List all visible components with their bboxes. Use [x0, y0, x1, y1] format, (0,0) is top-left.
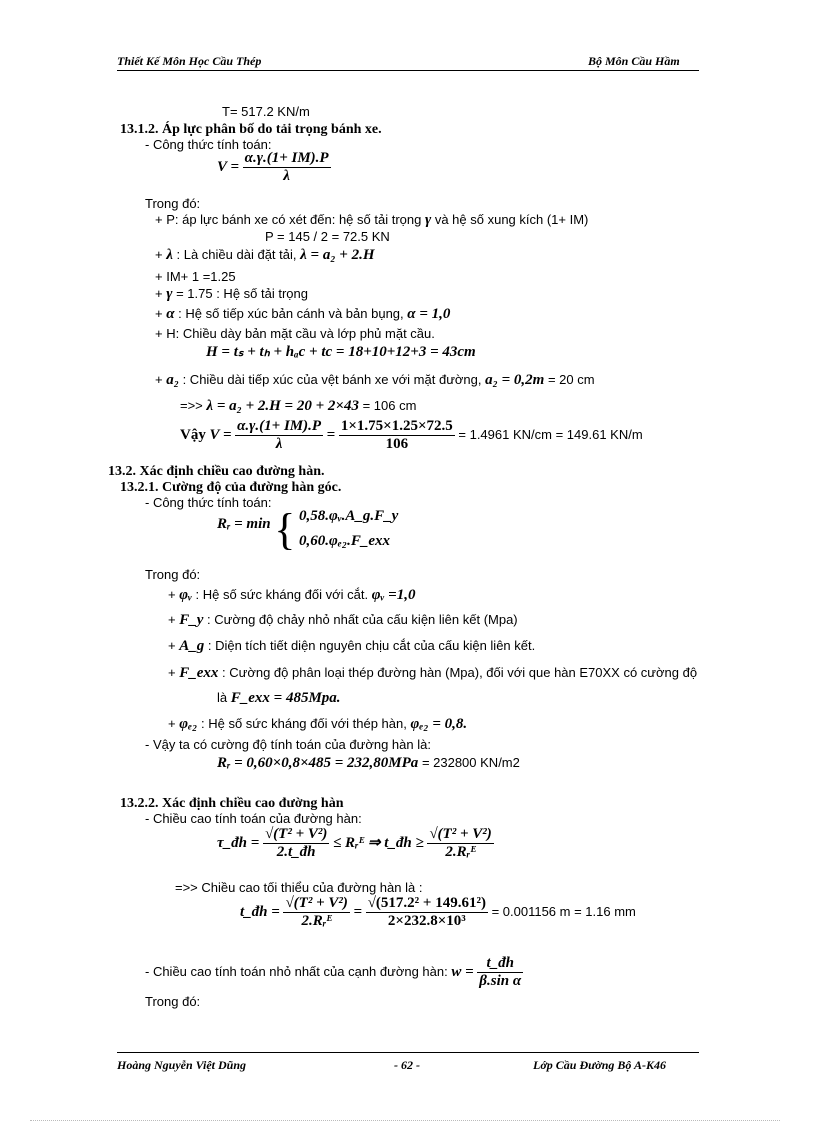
header-rule: [117, 70, 699, 71]
bullet-marker: +: [155, 306, 167, 321]
v-result: [180, 418, 643, 453]
formula-v-lhs: V =: [217, 158, 240, 175]
w-lhs: w =: [451, 963, 474, 980]
formula-rr: [217, 505, 399, 554]
section-13-2-1: 13.2.1. Cường độ của đường hàn góc.: [120, 480, 342, 495]
tau-numerator-1: √(T² + V²): [264, 826, 328, 842]
formula-v-fraction: [243, 150, 331, 185]
t-denominator-1: 2.Rᵣᴱ: [301, 913, 332, 929]
v-fraction-1: [235, 418, 323, 453]
phi-v-symbol: φᵥ: [179, 587, 192, 603]
bullet-gamma: [155, 286, 308, 303]
bullet-alpha: [155, 306, 450, 323]
bullet-alpha-text: : Hệ số tiếp xúc bản cánh và bản bụng,: [178, 306, 404, 321]
footer-page-number: - 62 -: [394, 1058, 420, 1072]
formula-intro-2: - Công thức tính toán:: [145, 495, 272, 510]
arrow-text: =>>: [180, 398, 203, 413]
bullet-phi-v-text: : Hệ số sức kháng đối với cắt.: [195, 587, 369, 602]
w-numerator: t_đh: [477, 955, 523, 973]
bullet-marker: +: [168, 587, 176, 602]
rr-value: = 232800 KN/m2: [421, 755, 520, 770]
formula-v-denominator: λ: [283, 168, 290, 184]
footer-rule: [117, 1052, 699, 1053]
a2-value: = 20 cm: [547, 372, 595, 387]
w-line: [145, 955, 523, 990]
bullet-marker: +: [168, 638, 176, 653]
strength-conclusion: - Vậy ta có cường độ tính toán của đường hàn là:: [145, 737, 431, 752]
t-numerator-2: √(517.2² + 149.61²): [367, 895, 486, 911]
w-text: - Chiều cao tính toán nhỏ nhất của cạnh đường hàn:: [145, 963, 448, 979]
v-fraction-2: [339, 418, 455, 453]
alpha-formula: α = 1,0: [407, 306, 451, 322]
bullet-ag: [168, 638, 535, 655]
bullet-phi-e2-text: : Hệ số sức kháng đối với thép hàn,: [201, 716, 407, 731]
v-value: = 1.4961 KN/cm = 149.61 KN/m: [458, 426, 643, 442]
v-denominator-1: λ: [275, 436, 283, 452]
bullet-fexx-text: : Cường độ phân loại thép đường hàn (Mpa), đối với que hàn E70XX có cường độ: [222, 665, 698, 680]
gamma-symbol: γ: [166, 286, 173, 302]
bullet-p-rest: và hệ số xung kích (1+ IM): [434, 212, 589, 227]
tau-lhs: τ_đh =: [217, 834, 260, 851]
bullet-fy: [168, 612, 518, 629]
formula-tau: [217, 826, 494, 861]
lambda-symbol: λ: [166, 247, 173, 263]
bullet-phi-e2: [168, 716, 467, 733]
equals-sign: =: [326, 426, 336, 443]
bullet-marker: +: [168, 612, 176, 627]
conclusion-label: Vậy: [180, 426, 206, 443]
bullet-marker: +: [155, 286, 167, 301]
lambda-result: [180, 398, 416, 415]
t-lhs: t_đh =: [240, 903, 280, 920]
formula-intro: - Công thức tính toán:: [145, 137, 272, 152]
t-fraction-1: [283, 895, 349, 930]
tau-inequality: ≤ Rᵣᴱ ⇒ t_đh ≥: [333, 834, 424, 851]
bullet-p-text: + P: áp lực bánh xe có xét đến: hệ số tải trọng: [155, 212, 422, 227]
t-numerator-1: √(T² + V²): [285, 895, 348, 911]
section-13-2: 13.2. Xác định chiều cao đường hàn.: [108, 464, 325, 479]
footer-author: Hoàng Nguyễn Việt Dũng: [117, 1058, 247, 1072]
page-edge-dots: [30, 1120, 780, 1121]
t-value: T= 517.2 KN/m: [222, 104, 310, 119]
bullet-gamma-text: = 1.75 : Hệ số tải trọng: [176, 286, 308, 301]
rr-calc: Rᵣ = 0,60×0,8×485 = 232,80MPa: [217, 755, 419, 771]
fexx-value-line: [217, 690, 341, 707]
bullet-im: + IM+ 1 =1.25: [155, 269, 236, 284]
header-left: Thiết Kế Môn Học Cầu Thép: [117, 54, 262, 68]
t-denominator-2: 2×232.8×10³: [387, 913, 466, 929]
lambda-value: = 106 cm: [362, 398, 417, 413]
tau-denominator-1: 2.t_đh: [276, 844, 316, 860]
bullet-fexx: [168, 665, 697, 682]
alpha-symbol: α: [166, 306, 175, 322]
gamma-symbol: γ: [424, 212, 432, 228]
ag-symbol: A_g: [179, 638, 205, 654]
section-13-2-2: 13.2.2. Xác định chiều cao đường hàn: [120, 796, 344, 811]
fy-symbol: F_y: [179, 612, 204, 628]
w-denominator: β.sin α: [479, 973, 522, 989]
rr-options: [299, 508, 398, 550]
phi-e2-symbol: φₑ₂: [179, 716, 198, 732]
t-fraction-2: [366, 895, 488, 930]
rr-option-top: 0,58.φᵥ.A_g.F_y: [298, 508, 399, 524]
footer-class: Lớp Cầu Đường Bộ A-K46: [533, 1058, 666, 1072]
bullet-ag-text: : Diện tích tiết diện nguyên chịu cắt của cấu kiện liên kết.: [207, 638, 536, 653]
phi-e2-value: φₑ₂ = 0,8.: [410, 716, 468, 732]
tau-fraction-2: [427, 826, 493, 861]
height-intro: - Chiều cao tính toán của đường hàn:: [145, 811, 362, 826]
bullet-h: + H: Chiều dày bản mặt cầu và lớp phủ mặt cầu.: [155, 326, 435, 341]
where-label-2: Trong đó:: [145, 567, 201, 582]
w-fraction: [477, 955, 523, 990]
bullet-p: [155, 212, 588, 229]
tau-denominator-2: 2.Rᵣᴱ: [445, 844, 476, 860]
bullet-marker: +: [168, 716, 176, 731]
tau-numerator-2: √(T² + V²): [429, 826, 492, 842]
equals-sign: =: [353, 903, 363, 920]
tau-fraction-1: [263, 826, 329, 861]
v-numerator-2: 1×1.75×1.25×72.5: [340, 418, 453, 434]
fexx-value: F_exx = 485Mpa.: [230, 690, 341, 706]
bullet-lambda-text: : Là chiều dài đặt tải,: [176, 247, 297, 262]
fexx-symbol: F_exx: [179, 665, 219, 681]
v-lhs: V =: [209, 426, 232, 443]
phi-v-value: φᵥ =1,0: [371, 587, 416, 603]
v-numerator-1: α.γ.(1+ IM).P: [237, 418, 322, 434]
bullet-lambda: [155, 247, 375, 264]
a2-symbol: a₂: [166, 372, 179, 388]
lambda-formula: λ = a₂ + 2.H: [300, 247, 375, 263]
section-13-1-2: 13.1.2. Áp lực phân bố do tải trọng bánh xe.: [120, 122, 382, 137]
rr-lhs: Rᵣ = min: [217, 516, 271, 532]
bullet-marker: +: [168, 665, 176, 680]
rr-option-bottom: 0,60.φₑ₂.F_exx: [298, 533, 391, 549]
v-denominator-2: 106: [385, 436, 409, 452]
lambda-calc: λ = a₂ + 2.H = 20 + 2×43: [206, 398, 359, 414]
brace-symbol: {: [274, 505, 296, 554]
where-label: Trong đó:: [145, 196, 201, 211]
t-value: = 0.001156 m = 1.16 mm: [491, 903, 636, 919]
h-formula: H = tₛ + tₕ + hₐc + tc = 18+10+12+3 = 43cm: [206, 344, 476, 360]
formula-v: [217, 150, 331, 185]
formula-t: [240, 895, 636, 930]
rr-result: [217, 755, 520, 772]
bullet-a2: [155, 372, 595, 389]
bullet-marker: +: [155, 247, 167, 262]
formula-v-numerator: α.γ.(1+ IM).P: [244, 150, 329, 166]
p-value: P = 145 / 2 = 72.5 KN: [265, 229, 390, 244]
bullet-marker: +: [155, 372, 167, 387]
min-height-text: =>> Chiều cao tối thiểu của đường hàn là :: [175, 880, 423, 895]
fexx-prefix: là: [217, 690, 228, 705]
bullet-fy-text: : Cường độ chảy nhỏ nhất của cấu kiện liên kết (Mpa): [207, 612, 518, 627]
where-label-3: Trong đó:: [145, 994, 201, 1009]
a2-formula: a₂ = 0,2m: [485, 372, 545, 388]
header-right: Bộ Môn Cầu Hầm: [588, 54, 680, 68]
bullet-phi-v: [168, 587, 415, 604]
bullet-a2-text: : Chiều dài tiếp xúc của vệt bánh xe với mặt đường,: [182, 372, 482, 387]
